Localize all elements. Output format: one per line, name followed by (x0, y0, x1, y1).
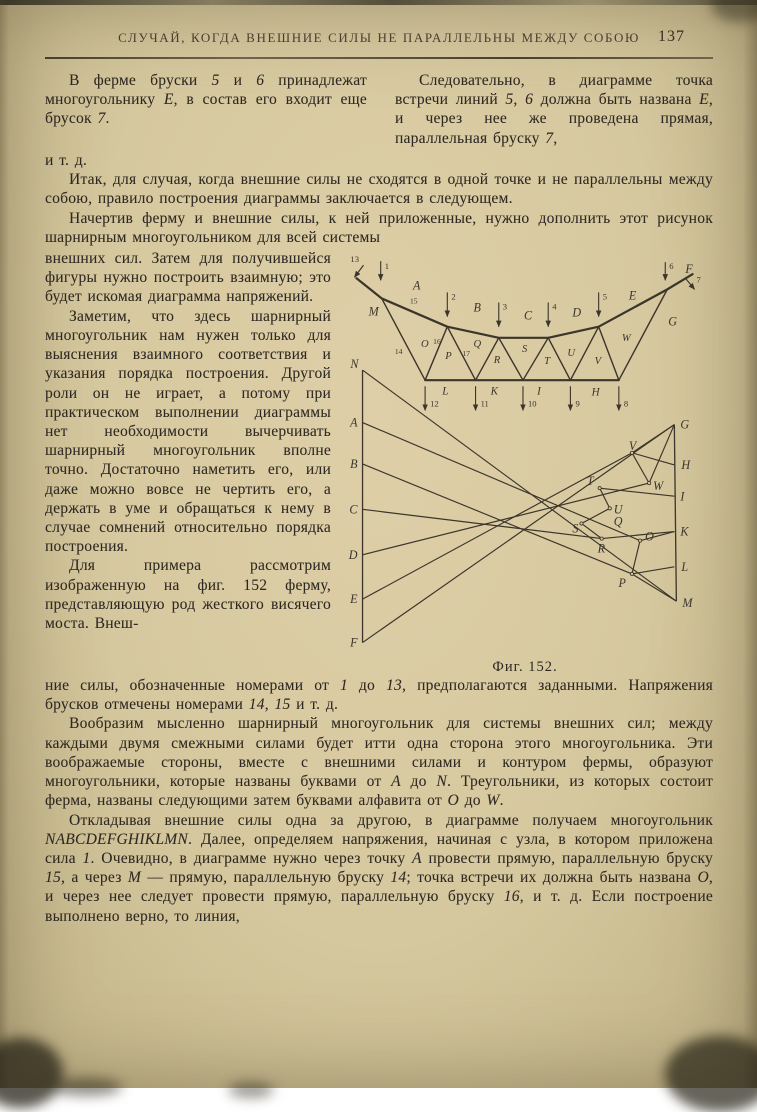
truss-and-force-diagram-svg (337, 249, 713, 693)
svg-text:I: I (537, 385, 541, 398)
scan-edge-right (743, 0, 757, 1088)
svg-text:T: T (586, 474, 594, 489)
svg-text:A: A (350, 415, 358, 430)
svg-text:O: O (421, 338, 429, 350)
svg-text:M: M (682, 596, 693, 611)
scan-smudge (711, 0, 757, 22)
svg-text:10: 10 (528, 398, 537, 409)
svg-text:R: R (493, 354, 501, 366)
svg-text:O: O (645, 529, 654, 544)
svg-text:M: M (368, 304, 379, 319)
header-rule (45, 57, 713, 59)
two-column-block (45, 71, 713, 148)
header-title: СЛУЧАЙ, КОГДА ВНЕШНИЕ СИЛЫ НЕ ПАРАЛЛЕЛЬНЫ МЕЖДУ СОБОЮ (118, 30, 640, 45)
svg-text:2: 2 (451, 291, 456, 302)
svg-text:C: C (349, 502, 358, 517)
svg-text:A: A (412, 278, 421, 293)
svg-text:Q: Q (613, 514, 623, 529)
page-number: 137 (658, 28, 685, 45)
svg-text:Q: Q (473, 338, 482, 350)
page-content (45, 30, 713, 926)
figure-wrap-row (45, 249, 713, 676)
svg-text:9: 9 (575, 398, 580, 409)
svg-text:V: V (628, 438, 637, 453)
svg-text:C: C (523, 308, 533, 323)
figure-caption: Фиг. 152. (492, 658, 558, 675)
svg-text:12: 12 (430, 398, 439, 409)
scan-smudge (665, 1036, 757, 1112)
narrow-column (45, 249, 331, 676)
scan-smudge (0, 1038, 63, 1108)
svg-text:W: W (621, 332, 631, 344)
svg-text:D: D (348, 547, 358, 562)
svg-text:V: V (594, 356, 602, 368)
svg-text:P: P (618, 576, 626, 591)
svg-text:F: F (685, 262, 693, 277)
svg-text:E: E (350, 592, 358, 607)
svg-text:U: U (567, 347, 576, 359)
svg-text:16: 16 (433, 336, 441, 346)
svg-text:S: S (521, 343, 528, 355)
svg-text:8: 8 (623, 398, 629, 409)
svg-text:4: 4 (552, 301, 557, 312)
paragraph-b1: ние силы, обозначенные номерами от 1 до 13, предполагаются заданными. Напряжения брусков отмечены номерами 14, 15 и т. д. (45, 676, 714, 714)
paragraph-n2: Заметим, что здесь шарнирный многоугольник нам нужен только для выяснения взаимного соответствия и указания порядка построения. Другой роли он не играет, а потому при практическом выполнении диаграммы нет необходимости вычерчивать шарнирный многоугольник вполне точно. Достаточно наметить его, или даже можно вовсе не чертить его, а держать в уме и обращаться к нему в случае сомнений относительно порядка построения. (45, 307, 331, 556)
svg-text:L: L (681, 559, 689, 574)
svg-text:R: R (597, 541, 606, 556)
svg-text:K: K (680, 524, 689, 539)
paragraph-nachertiv: Начертив ферму и внешние силы, к ней приложенные, нужно дополнить этот рисунок шарнирным многоугольником для всей системы (45, 209, 713, 246)
paragraph-col-left: В ферме бруски 5 и 6 принадлежат многоугольнику E, в состав его входит еще брусок 7. (45, 72, 368, 128)
svg-text:E: E (628, 288, 637, 303)
svg-text:P: P (445, 350, 452, 362)
paragraph-itak: Итак, для случая, когда внешние силы не сходятся в одной точке и не параллельны между собою, правило построения диаграммы заключается в следующем. (45, 171, 713, 208)
scan-edge-left (0, 0, 9, 1088)
svg-text:F: F (350, 635, 358, 650)
svg-text:5: 5 (602, 291, 607, 302)
svg-text:T: T (544, 356, 551, 368)
svg-text:I: I (680, 489, 685, 504)
paragraph-etc: и т. д. (45, 151, 88, 169)
svg-text:11: 11 (480, 398, 489, 409)
svg-text:N: N (350, 357, 359, 372)
paragraph-b3: Откладывая внешние силы одна за другою, в диаграмме получаем многоугольник NABCDEFGHIKLMN. Далее, определяем напряжения, начиная с узла, в котором приложена сила 1. Очевидно, в диаграмме нужно через точку A провести прямую, параллельную бруску 15, а через M — прямую, параллельную бруску 14; точка встречи их должна быть названа O, и через нее следует провести прямую, параллельную бруску 16, и т. д. Если построение выполнено верно, то линия, (45, 811, 714, 925)
paragraph-n3: Для примера рассмотрим изображенную на фиг. 152 ферму, представляющую род жесткого висячего моста. Внеш- (45, 557, 331, 633)
scan-smudge (52, 1078, 122, 1096)
svg-text:1: 1 (384, 261, 390, 272)
paragraph-n1: внешних сил. Затем для получившейся фигуры нужно построить взаимную; это будет искомая диаграмма напряжений. (45, 249, 331, 306)
svg-text:15: 15 (409, 296, 418, 306)
svg-text:L: L (442, 385, 449, 398)
svg-text:B: B (473, 300, 481, 315)
svg-text:W: W (653, 479, 664, 494)
svg-text:H: H (591, 386, 600, 399)
svg-text:G: G (668, 314, 678, 329)
figure-152 (337, 249, 713, 676)
svg-text:13: 13 (350, 254, 359, 265)
scan-smudge (228, 1082, 274, 1098)
svg-text:17: 17 (462, 348, 470, 358)
svg-text:K: K (490, 385, 499, 398)
svg-text:G: G (680, 417, 690, 432)
svg-text:H: H (681, 457, 691, 472)
svg-text:7: 7 (696, 274, 701, 285)
svg-text:B: B (350, 456, 358, 471)
svg-text:S: S (572, 521, 579, 536)
svg-text:14: 14 (394, 346, 403, 356)
paragraph-b2: Вообразим мысленно шарнирный многоугольник для системы внешних сил; между каждыми двумя смежными силами будет итти одна сторона этого многоугольника. Эти воображаемые стороны, вместе с внешними силами и контуром фермы, образуют многоугольники, которые названы буквами от A до N. Треугольники, из которых состоит ферма, названы следующими затем буквами алфавита от O до W. (45, 715, 713, 810)
running-header (45, 30, 713, 54)
paragraph-col-right: Следовательно, в диаграмме точка встречи линий 5, 6 должна быть названа E, и через нее же проведена прямая, параллельная бруску 7, (395, 72, 713, 147)
svg-text:3: 3 (502, 301, 508, 312)
svg-text:U: U (613, 502, 623, 517)
scan-edge-top (0, 0, 757, 5)
svg-text:6: 6 (669, 261, 674, 272)
svg-text:D: D (572, 305, 582, 320)
